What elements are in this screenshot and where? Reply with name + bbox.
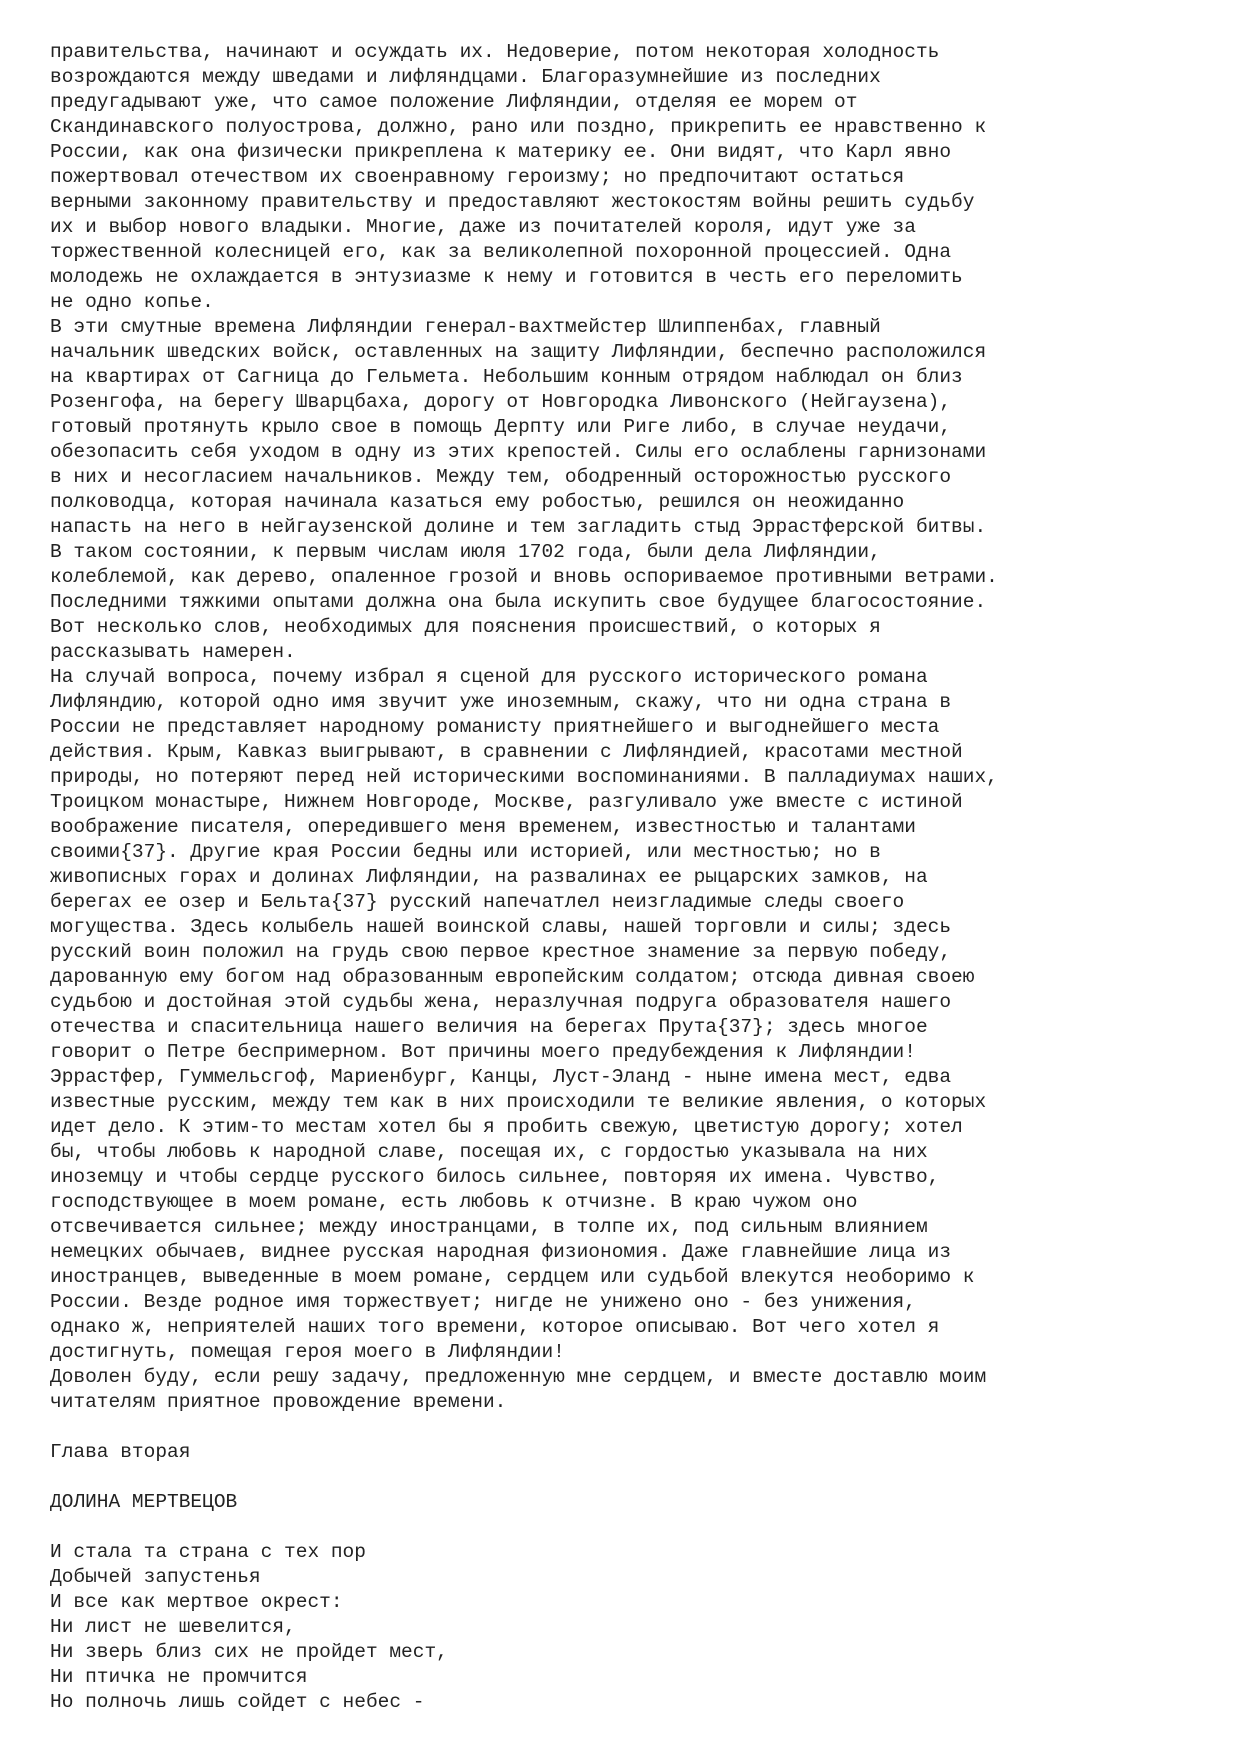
text-line: достигнуть, помещая героя моего в Лифляндии!: [50, 1341, 565, 1363]
text-line: Ни птичка не промчится: [50, 1666, 308, 1688]
text-line: судьбою и достойная этой судьбы жена, неразлучная подруга образователя нашего: [50, 991, 952, 1013]
text-line: иноземцу и чтобы сердце русского билось сильнее, повторяя их имена. Чувство,: [50, 1166, 940, 1188]
text-line: дарованную ему богом над образованным европейским солдатом; отсюда дивная своею: [50, 966, 975, 988]
text-line: живописных горах и долинах Лифляндии, на развалинах ее рыцарских замков, на: [50, 866, 928, 888]
text-line: Троицком монастыре, Нижнем Новгороде, Москве, разгуливало уже вместе с истиной: [50, 791, 963, 813]
text-line: возрождаются между шведами и лифляндцами. Благоразумнейшие из последних: [50, 66, 881, 88]
text-line: говорит о Петре беспримерном. Вот причины моего предубеждения к Лифляндии!: [50, 1041, 916, 1063]
text-line: иностранцев, выведенные в моем романе, сердцем или судьбой влекутся необоримо к: [50, 1266, 975, 1288]
text-line: ДОЛИНА МЕРТВЕЦОВ: [50, 1491, 238, 1513]
text-line: правительства, начинают и осуждать их. Недоверие, потом некоторая холодность: [50, 41, 940, 63]
text-line: напасть на него в нейгаузенской долине и тем загладить стыд Эррастферской битвы.: [50, 516, 987, 538]
text-line: начальник шведских войск, оставленных на защиту Лифляндии, беспечно расположился: [50, 341, 987, 363]
text-line: не одно копье.: [50, 291, 214, 313]
text-line: Глава вторая: [50, 1441, 191, 1463]
text-line: русский воин положил на грудь свою первое крестное знамение за первую победу,: [50, 941, 952, 963]
text-line: отсвечивается сильнее; между иностранцами, в толпе их, под сильным влиянием: [50, 1216, 928, 1238]
text-line: торжественной колесницей его, как за великолепной похоронной процессией. Одна: [50, 241, 952, 263]
text-line: воображение писателя, опередившего меня временем, известностью и талантами: [50, 816, 916, 838]
text-line: И стала та страна с тех пор: [50, 1541, 366, 1563]
text-line: Добычей запустенья: [50, 1566, 261, 1588]
text-line: Доволен буду, если решу задачу, предложенную мне сердцем, и вместе доставлю моим: [50, 1366, 987, 1388]
text-line: своими{37}. Другие края России бедны или историей, или местностью; но в: [50, 841, 881, 863]
text-line: природы, но потеряют перед ней историческими воспоминаниями. В палладиумах наших,: [50, 766, 998, 788]
text-line: На случай вопроса, почему избрал я сценой для русского исторического романа: [50, 666, 928, 688]
text-line: Последними тяжкими опытами должна она была искупить свое будущее благосостояние.: [50, 591, 987, 613]
text-line: Ни зверь близ сих не пройдет мест,: [50, 1641, 448, 1663]
text-line: молодежь не охлаждается в энтузиазме к нему и готовится в честь его переломить: [50, 266, 963, 288]
text-line: Скандинавского полуострова, должно, рано или поздно, прикрепить ее нравственно к: [50, 116, 987, 138]
text-line: читателям приятное провождение времени.: [50, 1391, 507, 1413]
text-line: отечества и спасительница нашего величия на берегах Прута{37}; здесь многое: [50, 1016, 928, 1038]
text-line: в них и несогласием начальников. Между тем, ободренный осторожностью русского: [50, 466, 952, 488]
text-line: известные русским, между тем как в них происходили те великие явления, о которых: [50, 1091, 987, 1113]
text-line: рассказывать намерен.: [50, 641, 296, 663]
text-line: В эти смутные времена Лифляндии генерал-вахтмейстер Шлиппенбах, главный: [50, 316, 881, 338]
text-line: верными законному правительству и предоставляют жестокостям войны решить судьбу: [50, 191, 975, 213]
text-line: Вот несколько слов, необходимых для пояснения происшествий, о которых я: [50, 616, 881, 638]
text-line: могущества. Здесь колыбель нашей воинской славы, нашей торговли и силы; здесь: [50, 916, 952, 938]
text-line: Розенгофа, на берегу Шварцбаха, дорогу от Новгородка Ливонского (Нейгаузена),: [50, 391, 952, 413]
text-line: действия. Крым, Кавказ выигрывают, в сравнении с Лифляндией, красотами местной: [50, 741, 963, 763]
blank-line: [50, 1515, 1220, 1540]
text-line: Лифляндию, которой одно имя звучит уже иноземным, скажу, что ни одна страна в: [50, 691, 952, 713]
text-line: берегах ее озер и Бельта{37} русский напечатлел неизгладимые следы своего: [50, 891, 905, 913]
text-line: предугадывают уже, что самое положение Лифляндии, отделяя ее морем от: [50, 91, 858, 113]
blank-line: [50, 1415, 1220, 1440]
text-line: России, как она физически прикреплена к материку ее. Они видят, что Карл явно: [50, 141, 952, 163]
text-line: на квартирах от Сагница до Гельмета. Небольшим конным отрядом наблюдал он близ: [50, 366, 963, 388]
text-line: обезопасить себя уходом в одну из этих крепостей. Силы его ослаблены гарнизонами: [50, 441, 987, 463]
text-line: Эррастфер, Гуммельсгоф, Мариенбург, Канцы, Луст-Эланд - ныне имена мест, едва: [50, 1066, 952, 1088]
text-line: пожертвовал отечеством их своенравному героизму; но предпочитают остаться: [50, 166, 905, 188]
text-line: господствующее в моем романе, есть любовь к отчизне. В краю чужом оно: [50, 1191, 858, 1213]
text-line: Ни лист не шевелится,: [50, 1616, 296, 1638]
text-line: немецких обычаев, виднее русская народная физиономия. Даже главнейшие лица из: [50, 1241, 952, 1263]
text-line: бы, чтобы любовь к народной славе, посещая их, с гордостью указывала на них: [50, 1141, 928, 1163]
blank-line: [50, 1465, 1220, 1490]
text-line: В таком состоянии, к первым числам июля 1702 года, были дела Лифляндии,: [50, 541, 881, 563]
document-page: [50, 40, 1220, 1715]
text-line: полководца, которая начинала казаться ему робостью, решился он неожиданно: [50, 491, 905, 513]
text-line: Но полночь лишь сойдет с небес -: [50, 1691, 425, 1713]
text-line: идет дело. К этим-то местам хотел бы я пробить свежую, цветистую дорогу; хотел: [50, 1116, 963, 1138]
text-line: колеблемой, как дерево, опаленное грозой и вновь оспориваемое противными ветрами.: [50, 566, 998, 588]
text-line: готовый протянуть крыло свое в помощь Дерпту или Риге либо, в случае неудачи,: [50, 416, 952, 438]
text-line: России. Везде родное имя торжествует; нигде не унижено оно - без унижения,: [50, 1291, 916, 1313]
text-line: И все как мертвое окрест:: [50, 1591, 343, 1613]
text-line: их и выбор нового владыки. Многие, даже из почитателей короля, идут уже за: [50, 216, 916, 238]
text-line: однако ж, неприятелей наших того времени, которое описываю. Вот чего хотел я: [50, 1316, 940, 1338]
text-line: России не представляет народному романисту приятнейшего и выгоднейшего места: [50, 716, 940, 738]
